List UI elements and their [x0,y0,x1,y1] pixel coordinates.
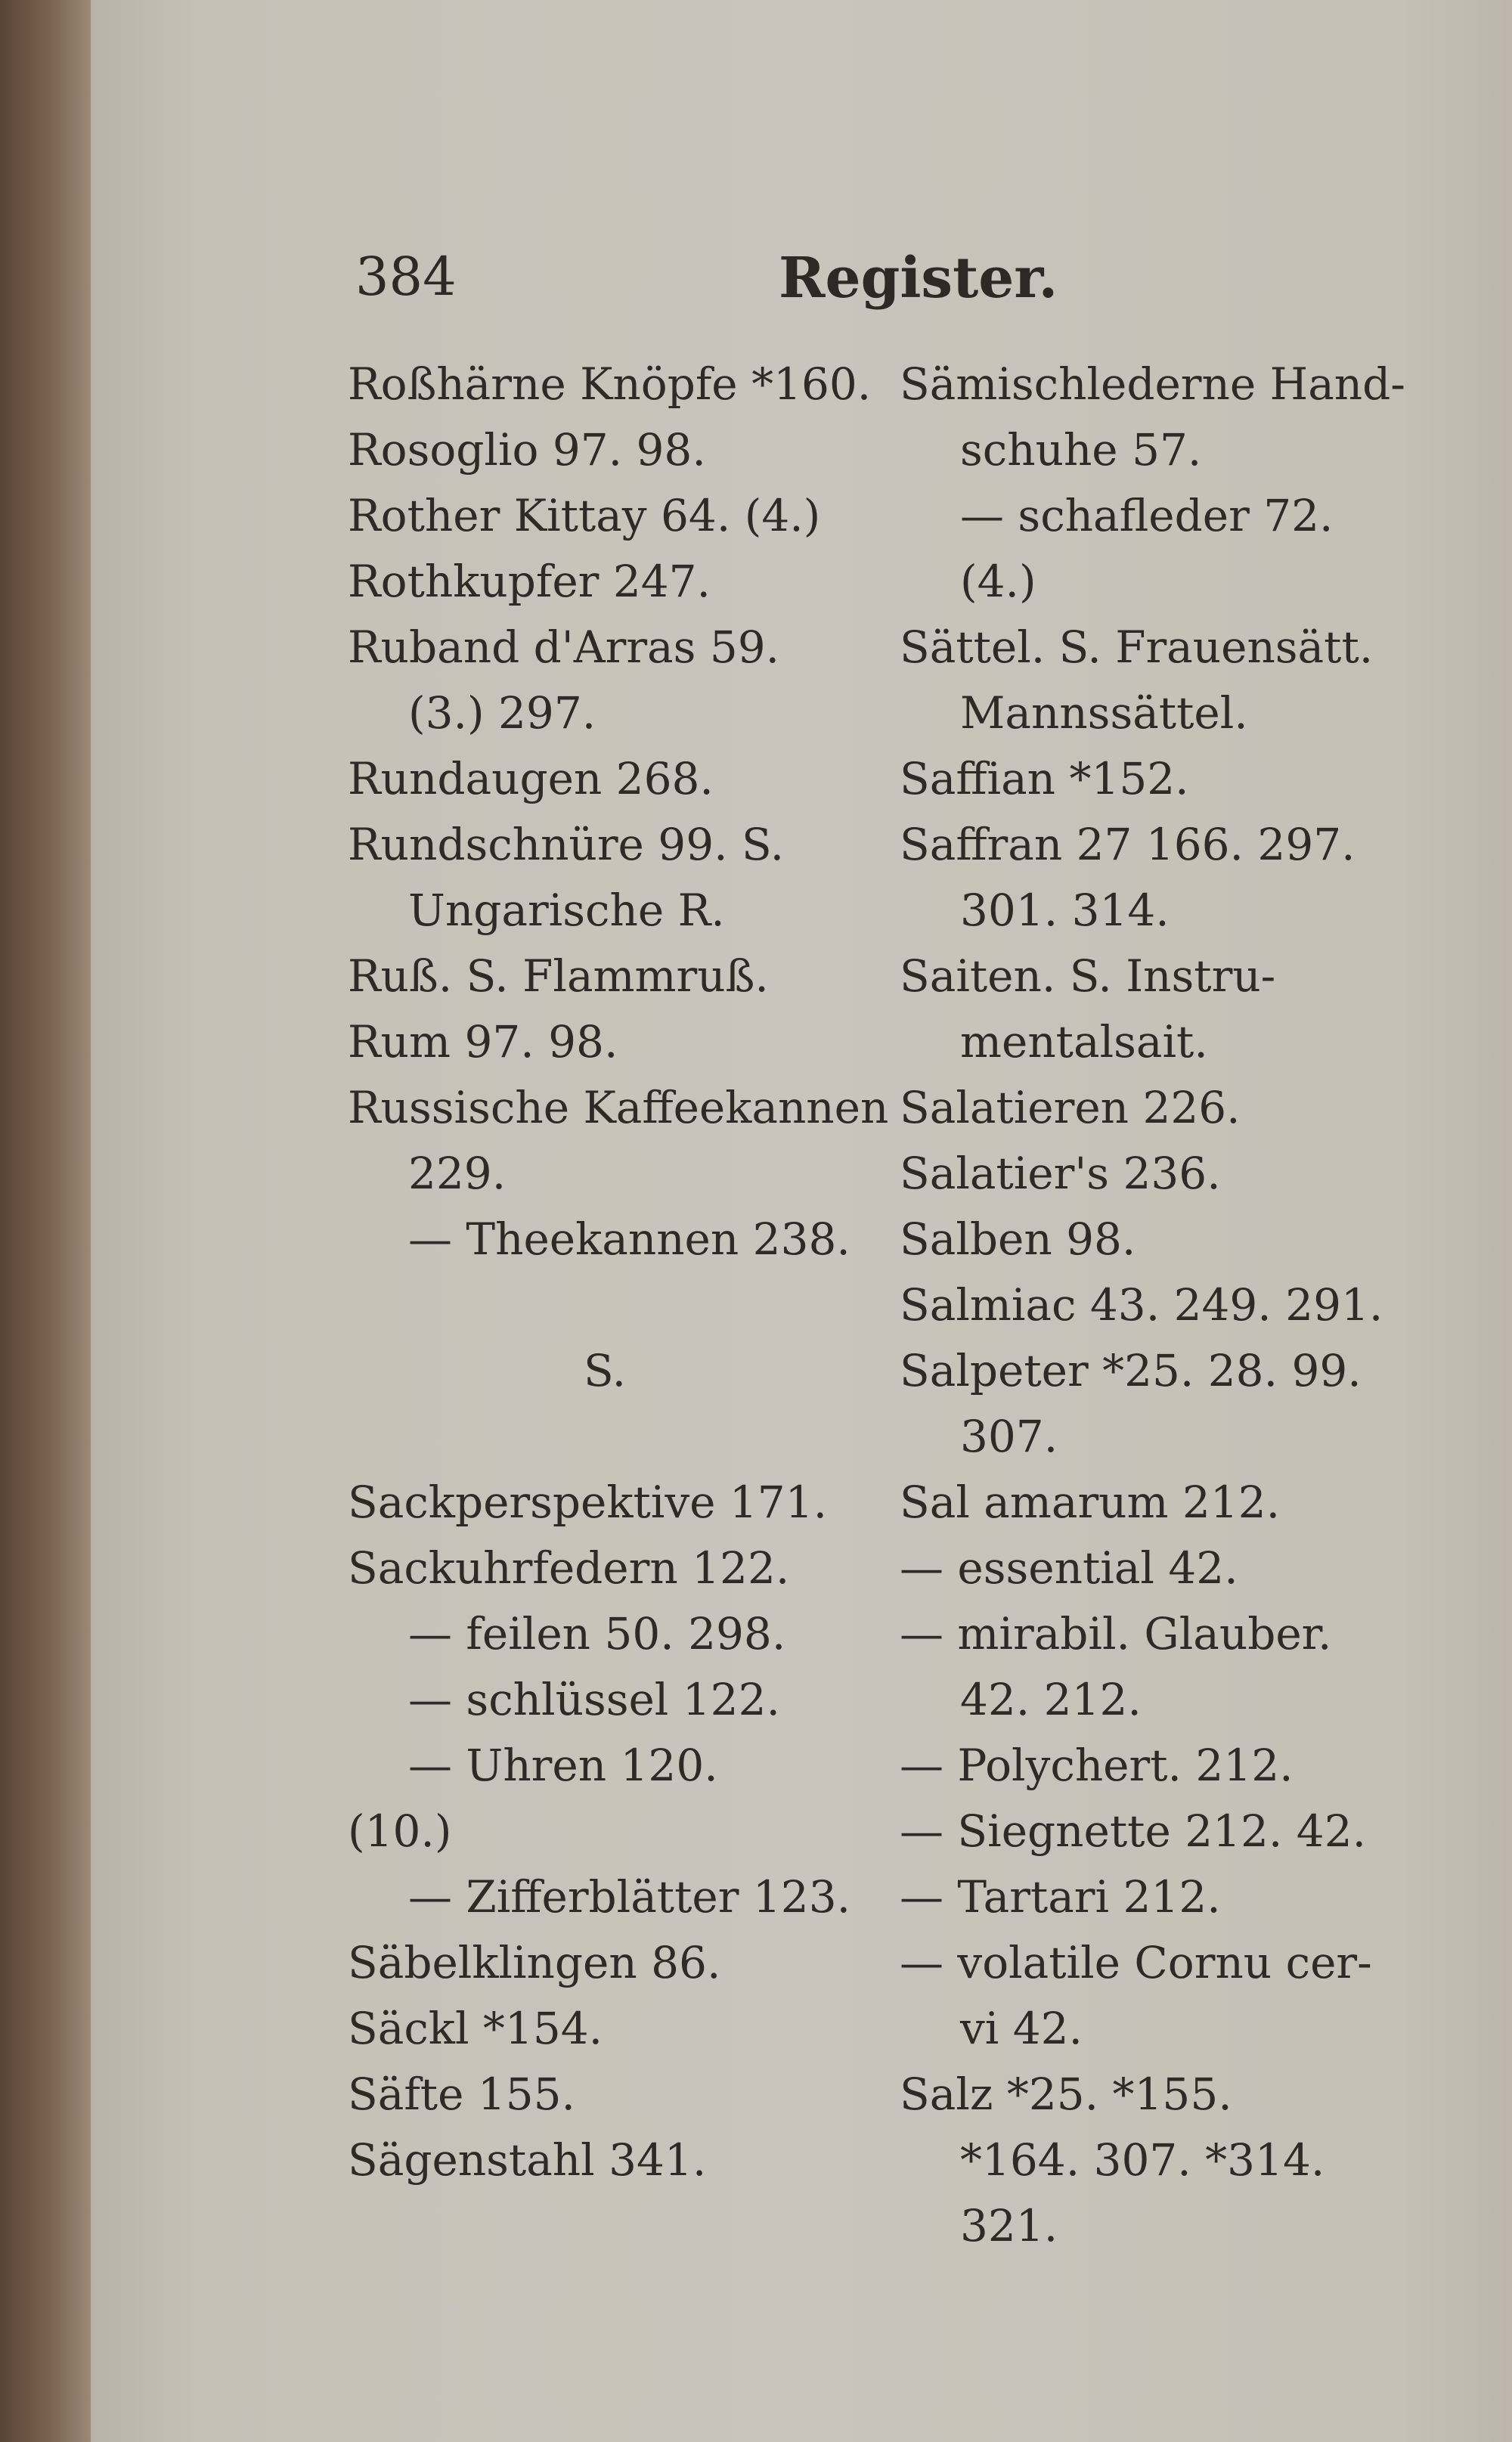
register-entry: 229. [408,1148,507,1199]
register-entry: Salatieren 226. [900,1082,1241,1133]
register-entry: 301. 314. [960,885,1170,936]
register-entry: — Tartari 212. [900,1871,1221,1923]
register-entry: Säbelklingen 86. [348,1937,721,1988]
register-entry: (3.) 297. [408,687,596,739]
register-entry: 42. 212. [960,1674,1142,1725]
book-spine [0,0,91,2442]
register-entry: Rother Kittay 64. (4.) [348,490,821,541]
register-entry: Sackuhrfedern 122. [348,1542,790,1594]
register-entry: Salatier's 236. [900,1148,1221,1199]
register-entry: Rosoglio 97. 98. [348,424,706,476]
register-entry: Russische Kaffeekannen [348,1082,889,1133]
page-title: Register. [779,246,1058,311]
register-entry: — Uhren 120. [408,1740,718,1791]
register-entry: — schlüssel 122. [408,1674,780,1725]
register-entry: — feilen 50. 298. [408,1608,786,1660]
register-entry: 321. [960,2200,1058,2251]
register-entry: Salben 98. [900,1213,1136,1265]
register-entry: — Theekannen 238. [408,1213,850,1265]
register-entry: vi 42. [960,2003,1083,2054]
register-entry: Rum 97. 98. [348,1016,618,1068]
register-left-column [348,352,892,2193]
register-entry: Säckl *154. [348,2003,603,2054]
register-entry: Saffian *152. [900,753,1189,804]
register-entry: Ruß. S. Flammruß. [348,950,769,1002]
register-entry: Salmiac 43. 249. 291. [900,1279,1383,1331]
register-entry: — schafleder 72. [960,490,1334,541]
page-header [355,246,1058,329]
register-entry: Saiten. S. Instru- [900,950,1276,1002]
register-right-column [900,352,1444,2259]
register-entry: — volatile Cornu cer- [900,1937,1372,1988]
register-entry: — Siegnette 212. 42. [900,1805,1367,1857]
register-entry: Salz *25. *155. [900,2069,1232,2120]
register-entry: Roßhärne Knöpfe *160. [348,358,872,410]
register-entry [348,1272,892,1338]
register-entry: Sättel. S. Frauensätt. [900,621,1374,673]
register-entry: Mannssättel. [960,687,1248,739]
register-entry: (10.) [348,1805,452,1857]
register-entry: 307. [960,1411,1058,1462]
register-entry: Sackperspektive 171. [348,1477,828,1528]
register-entry: Ruband d'Arras 59. [348,621,780,673]
register-entry: — Polychert. 212. [900,1740,1294,1791]
register-entry: Rundaugen 268. [348,753,714,804]
register-entry: mentalsait. [960,1016,1208,1068]
register-entry: Sägenstahl 341. [348,2134,707,2186]
register-entry: Ungarische R. [408,885,725,936]
register-entry: Säfte 155. [348,2069,575,2120]
register-entry: schuhe 57. [960,424,1202,476]
register-entry: — Zifferblätter 123. [408,1871,851,1923]
register-entry: — essential 42. [900,1542,1238,1594]
page-number: 384 [355,246,457,308]
register-entry [348,1404,892,1470]
register-entry: Sämischlederne Hand- [900,358,1405,410]
register-entry: Salpeter *25. 28. 99. [900,1345,1362,1396]
section-letter: S. [583,1345,627,1396]
register-entry: — mirabil. Glauber. [900,1608,1332,1660]
register-entry: *164. 307. *314. [960,2134,1325,2186]
register-entry: Rothkupfer 247. [348,556,711,607]
register-entry: Sal amarum 212. [900,1477,1281,1528]
register-entry: (4.) [960,556,1036,607]
register-entry: Rundschnüre 99. S. [348,819,785,870]
register-entry: Saffran 27 166. 297. [900,819,1356,870]
